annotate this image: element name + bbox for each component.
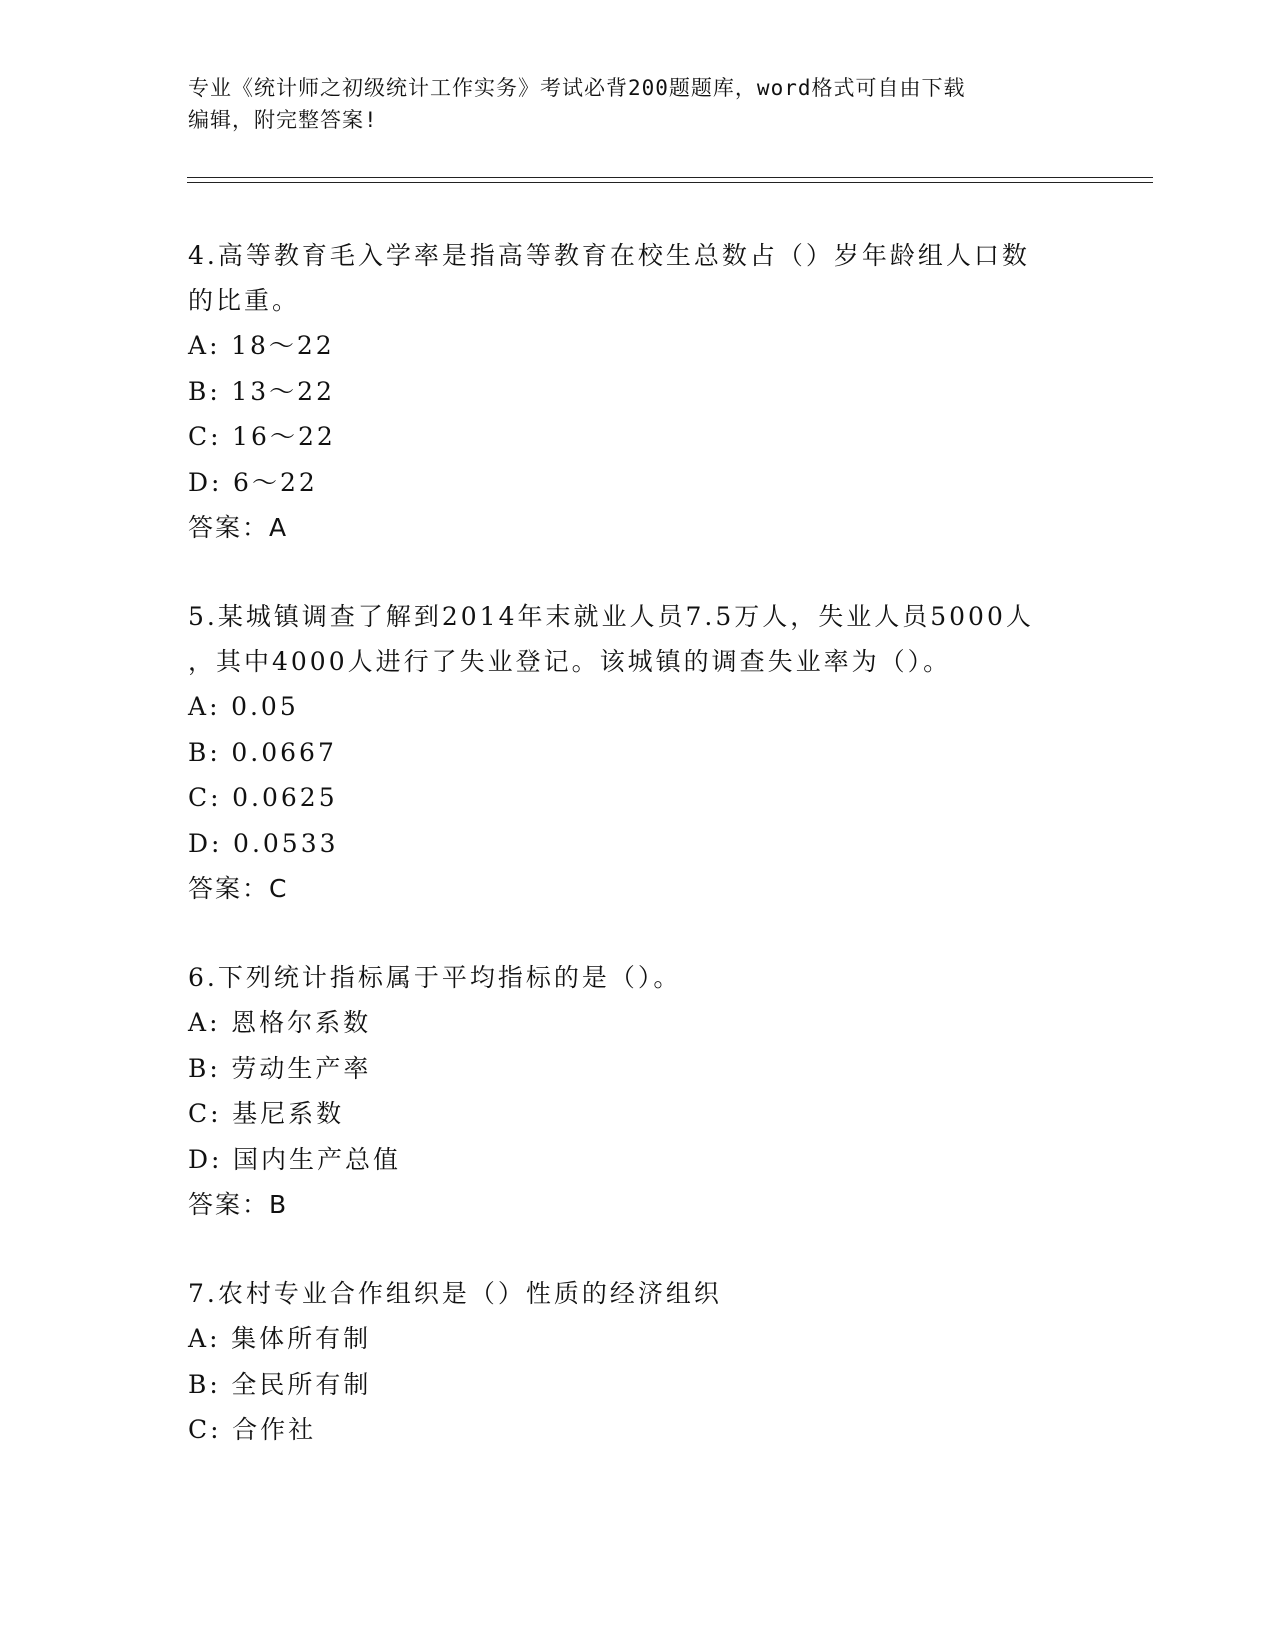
- header-divider-top: [187, 177, 1153, 178]
- document-header: [188, 72, 1068, 136]
- header-divider-bottom: [187, 182, 1153, 183]
- option-list: [188, 1000, 1068, 1182]
- option-text: 13～22: [231, 376, 335, 406]
- option-separator: :: [209, 376, 221, 406]
- option-letter: B: [188, 1053, 210, 1083]
- option-text: 16～22: [232, 422, 336, 451]
- option-b: [188, 730, 1068, 776]
- option-c: [188, 775, 1068, 821]
- option-text: 0.0625: [232, 783, 338, 812]
- option-text: 集体所有制: [231, 1324, 372, 1353]
- answer-line: 答案：A: [188, 513, 289, 542]
- option-text: 合作社: [232, 1415, 317, 1444]
- option-text: 0.0533: [233, 828, 339, 858]
- option-list: [188, 323, 1068, 505]
- option-separator: :: [209, 331, 221, 360]
- header-line-2: 编辑，附完整答案!: [188, 108, 378, 132]
- option-letter: A: [188, 331, 210, 360]
- option-a: [188, 323, 1068, 369]
- option-text: 恩格尔系数: [231, 1008, 372, 1037]
- option-separator: :: [209, 1053, 221, 1083]
- option-b: [188, 1046, 1068, 1092]
- question-stem: [188, 1271, 1068, 1316]
- option-separator: :: [209, 1324, 221, 1353]
- option-separator: :: [211, 1144, 223, 1174]
- question-stem-line: 4.高等教育毛入学率是指高等教育在校生总数占（）岁年龄组人口数: [188, 241, 1030, 270]
- answer-line: 答案：B: [188, 1190, 289, 1219]
- option-letter: D: [188, 467, 212, 497]
- option-separator: :: [210, 422, 222, 451]
- option-a: [188, 684, 1068, 730]
- option-text: 国内生产总值: [233, 1144, 402, 1174]
- option-separator: :: [209, 1008, 221, 1037]
- option-d: [188, 460, 1068, 506]
- option-a: [188, 1000, 1068, 1046]
- question-item: [188, 233, 1068, 550]
- question-stem-line: ，其中4000人进行了失业登记。该城镇的调查失业率为（）。: [188, 647, 952, 676]
- option-b: [188, 1362, 1068, 1408]
- option-text: 0.05: [231, 692, 299, 721]
- option-separator: :: [210, 1099, 222, 1128]
- option-list: [188, 684, 1068, 866]
- option-separator: :: [210, 1415, 222, 1444]
- option-separator: :: [209, 692, 221, 721]
- option-text: 全民所有制: [231, 1369, 372, 1399]
- option-letter: A: [188, 1008, 210, 1037]
- header-line-1: 专业《统计师之初级统计工作实务》考试必背200题题库，word格式可自由下载: [188, 76, 966, 100]
- option-letter: A: [188, 1324, 210, 1353]
- option-letter: B: [188, 737, 210, 767]
- option-letter: C: [188, 783, 211, 812]
- question-stem-line: 6.下列统计指标属于平均指标的是（）。: [188, 963, 682, 992]
- option-text: 6～22: [233, 467, 318, 497]
- question-item: [188, 594, 1068, 911]
- option-text: 基尼系数: [232, 1099, 345, 1128]
- option-letter: C: [188, 422, 211, 451]
- option-c: [188, 414, 1068, 460]
- option-separator: :: [211, 828, 223, 858]
- question-list: [188, 233, 1068, 1497]
- option-text: 18～22: [231, 331, 335, 360]
- answer-line: 答案：C: [188, 874, 289, 903]
- question-stem-line: 5.某城镇调查了解到2014年末就业人员7.5万人，失业人员5000人: [188, 602, 1034, 631]
- question-item: [188, 1271, 1068, 1453]
- option-separator: :: [211, 467, 223, 497]
- option-separator: :: [210, 783, 222, 812]
- question-stem: [188, 233, 1068, 323]
- option-d: [188, 821, 1068, 867]
- option-c: [188, 1091, 1068, 1137]
- option-letter: D: [188, 1144, 212, 1174]
- option-a: [188, 1316, 1068, 1362]
- option-separator: :: [209, 1369, 221, 1399]
- option-letter: D: [188, 828, 212, 858]
- option-separator: :: [209, 737, 221, 767]
- option-b: [188, 369, 1068, 415]
- option-letter: C: [188, 1415, 211, 1444]
- question-stem-line: 7.农村专业合作组织是（）性质的经济组织: [188, 1279, 722, 1308]
- option-letter: B: [188, 376, 210, 406]
- option-text: 0.0667: [231, 737, 337, 767]
- option-c: [188, 1407, 1068, 1453]
- question-stem: [188, 955, 1068, 1000]
- option-d: [188, 1137, 1068, 1183]
- option-letter: B: [188, 1369, 210, 1399]
- question-stem-line: 的比重。: [188, 286, 301, 315]
- option-letter: C: [188, 1099, 211, 1128]
- option-text: 劳动生产率: [231, 1053, 372, 1083]
- option-letter: A: [188, 692, 210, 721]
- question-item: [188, 955, 1068, 1227]
- option-list: [188, 1316, 1068, 1453]
- question-stem: [188, 594, 1068, 684]
